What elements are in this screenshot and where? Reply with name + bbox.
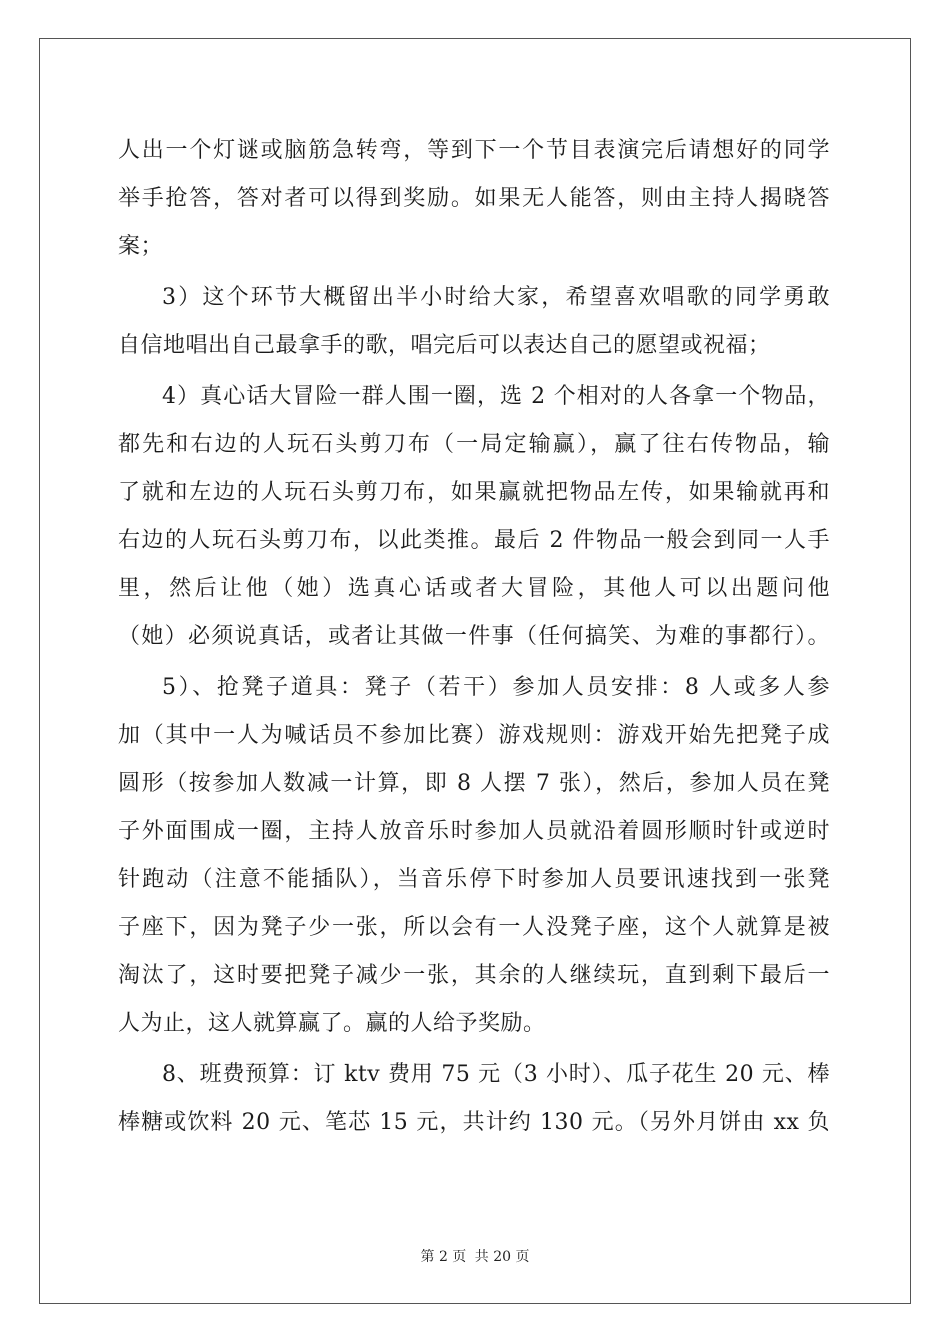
paragraph-start-line: 3）这个环节大概留出半小时给大家，希望喜欢唱歌的同学勇敢 [162,285,830,310]
text-line: 子座下，因为凳子少一张，所以会有一人没凳子座，这个人就算是被 [118,915,830,940]
text-line: 案； [118,234,164,259]
text-line: 圆形（按参加人数减一计算，即 8 人摆 7 张），然后，参加人员在凳 [118,771,830,796]
text-line: 自信地唱出自己最拿手的歌，唱完后可以表达自己的愿望或祝福； [118,333,771,358]
paragraph-start-line: 4）真心话大冒险一群人围一圈，选 2 个相对的人各拿一个物品， [162,384,830,409]
text-line: 针跑动（注意不能插队），当音乐停下时参加人员要讯速找到一张凳 [118,867,830,892]
text-line: 右边的人玩石头剪刀布，以此类推。最后 2 件物品一般会到同一人手 [118,528,830,553]
paragraph-start-line: 5）、抢凳子道具：凳子（若干）参加人员安排：8 人或多人参 [162,675,830,700]
text-line: 里，然后让他（她）选真心话或者大冒险，其他人可以出题问他 [118,576,830,601]
text-line: 淘汰了，这时要把凳子减少一张，其余的人继续玩，直到剩下最后一 [118,963,830,988]
text-line: 都先和右边的人玩石头剪刀布（一局定输赢），赢了往右传物品，输 [118,432,830,457]
page-total: 共 20 页 [474,1249,530,1265]
text-line: 子外面围成一圈，主持人放音乐时参加人员就沿着圆形顺时针或逆时 [118,819,830,844]
text-line: 棒糖或饮料 20 元、笔芯 15 元，共计约 130 元。（另外月饼由 xx 负 [118,1110,830,1135]
page-number: 第 2 页 [420,1249,467,1265]
document-body [118,127,830,1147]
text-line: 了就和左边的人玩石头剪刀布，如果赢就把物品左传，如果输就再和 [118,480,830,505]
page-footer [0,1246,950,1266]
text-line: 加（其中一人为喊话员不参加比赛）游戏规则：游戏开始先把凳子成 [118,723,830,748]
text-line: 举手抢答，答对者可以得到奖励。如果无人能答，则由主持人揭晓答 [118,186,830,211]
text-line: 人为止，这人就算赢了。赢的人给予奖励。 [118,1011,546,1036]
text-line: 人出一个灯谜或脑筋急转弯，等到下一个节目表演完后请想好的同学 [118,138,830,163]
text-line: （她）必须说真话，或者让其做一件事（任何搞笑、为难的事都行）。 [118,624,830,649]
paragraph-start-line: 8、班费预算：订 ktv 费用 75 元（3 小时）、瓜子花生 20 元、棒 [162,1062,830,1087]
